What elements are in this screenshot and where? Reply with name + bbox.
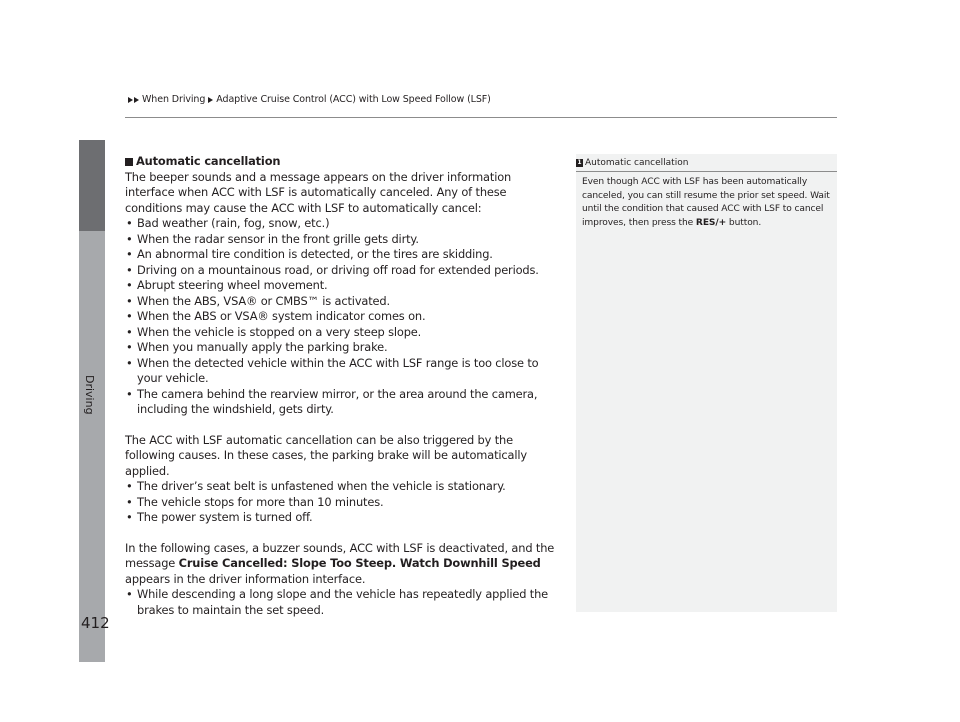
list-item: • When the radar sensor in the front grille gets dirty.	[125, 232, 561, 248]
list-item: • When the ABS, VSA® or CMBS™ is activated.	[125, 294, 561, 310]
side-note-body	[582, 176, 832, 230]
buzzer-paragraph-prefix: In the following cases, a buzzer sounds, ACC with LSF is deactivated, and the message	[125, 540, 555, 570]
section-heading	[125, 154, 561, 170]
list-item: • While descending a long slope and the vehicle has repeatedly applied the brakes to maintain the set speed.	[125, 587, 561, 618]
buzzer-paragraph-suffix: appears in the driver information interface.	[125, 571, 366, 586]
intro-paragraph: The beeper sounds and a message appears on the driver information interface when ACC with LSF is automatically canceled. Any of these conditions may cause the ACC with LSF to automatically cancel:	[125, 169, 512, 215]
breadcrumb-item-when-driving[interactable]: When Driving	[142, 94, 206, 105]
list-item: • Abrupt steering wheel movement.	[125, 278, 561, 294]
buzzer-paragraph	[125, 541, 561, 588]
list-item: • Bad weather (rain, fog, snow, etc.)	[125, 216, 561, 232]
section-label: Driving	[83, 375, 96, 415]
res-plus-button-label: RES/+	[695, 217, 727, 228]
side-note-header	[576, 158, 688, 168]
main-content	[125, 154, 561, 618]
note-marker-icon: 1	[577, 159, 582, 166]
cruise-cancelled-message: Cruise Cancelled: Slope Too Steep. Watch Downhill Speed	[178, 556, 541, 570]
header-divider	[125, 117, 837, 118]
side-note-body-suffix: button.	[726, 217, 762, 228]
section-sidebar-tab	[79, 140, 105, 231]
breadcrumb-item-acc-lsf[interactable]: Adaptive Cruise Control (ACC) with Low Speed Follow (LSF)	[216, 94, 491, 105]
list-item: • The vehicle stops for more than 10 minutes.	[125, 495, 561, 511]
section-heading-text: Automatic cancellation	[136, 154, 281, 168]
side-note-body-prefix: Even though ACC with LSF has been automatically canceled, you can still resume the prior set speed. Wait until the condition that caused ACC with LSF to cancel improves, then press the	[582, 177, 830, 228]
list-item: • When the ABS or VSA® system indicator comes on.	[125, 309, 561, 325]
conditions-list	[125, 216, 561, 418]
list-item: • The camera behind the rearview mirror, or the area around the camera, including the windshield, gets dirty.	[125, 387, 561, 418]
list-item: • An abnormal tire condition is detected, or the tires are skidding.	[125, 247, 561, 263]
list-item: • The driver’s seat belt is unfastened when the vehicle is stationary.	[125, 479, 561, 495]
side-note-title: Automatic cancellation	[585, 158, 689, 168]
list-item: • When the detected vehicle within the ACC with LSF range is too close to your vehicle.	[125, 356, 561, 387]
breadcrumb	[125, 94, 491, 105]
causes-paragraph: The ACC with LSF automatic cancellation can be also triggered by the following causes. In these cases, the parking brake will be automatically applied.	[125, 432, 527, 478]
causes-list	[125, 479, 561, 526]
breadcrumb-arrow-icon	[208, 97, 214, 103]
list-item: • When you manually apply the parking brake.	[125, 340, 561, 356]
breadcrumb-arrow-icon	[128, 97, 140, 103]
list-item: • The power system is turned off.	[125, 510, 561, 526]
list-item: • When the vehicle is stopped on a very steep slope.	[125, 325, 561, 341]
side-note	[576, 154, 837, 612]
page-number: 412	[81, 614, 110, 632]
cases-list	[125, 587, 561, 618]
list-item: • Driving on a mountainous road, or driving off road for extended periods.	[125, 263, 561, 279]
square-bullet-icon	[125, 158, 133, 166]
side-note-divider	[576, 171, 837, 172]
